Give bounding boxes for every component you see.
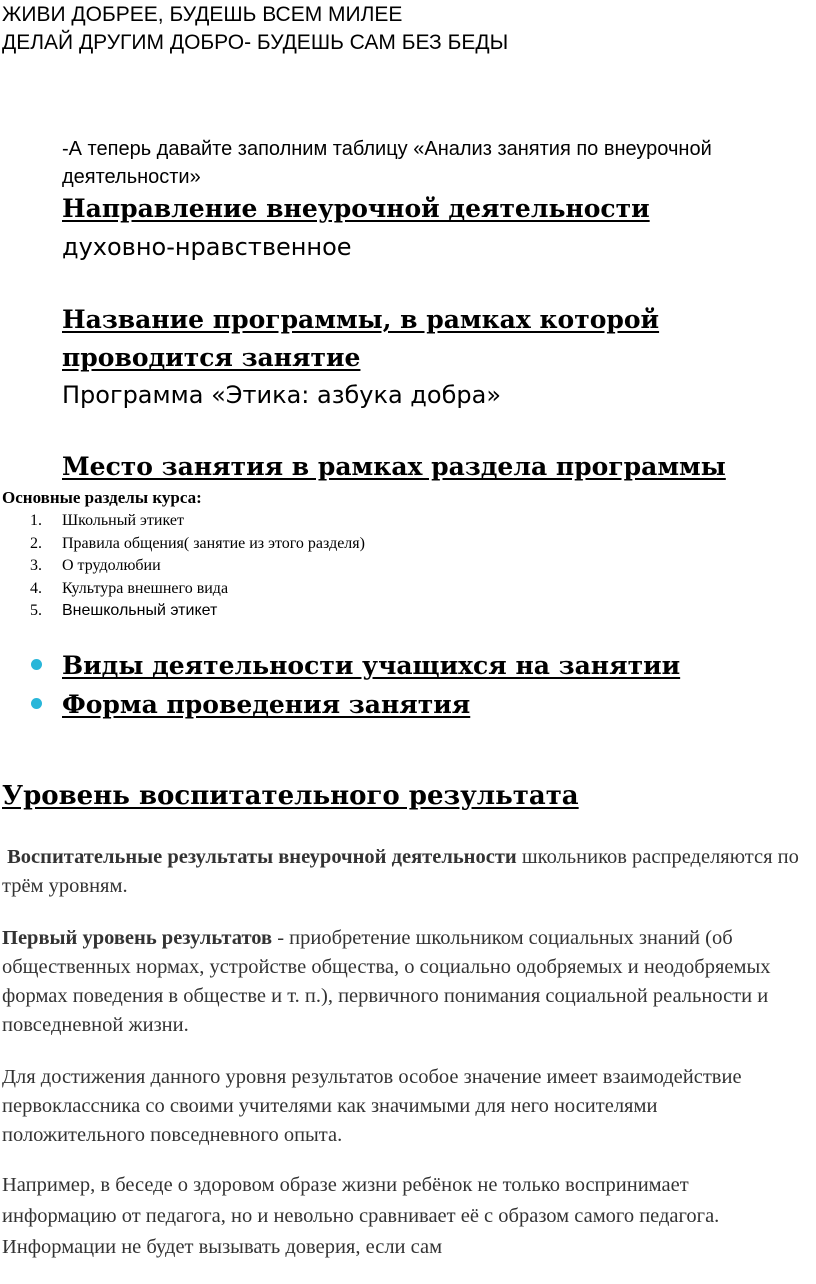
paragraph-2	[2, 924, 802, 1040]
direction-value: духовно-нравственное	[62, 233, 352, 261]
list-text: Школьный этикет	[62, 512, 184, 529]
sections-list	[0, 510, 365, 623]
list-item	[30, 510, 365, 533]
sections-title: Основные разделы курса:	[2, 488, 202, 507]
paragraph-2-bold: Первый уровень результатов	[2, 927, 273, 949]
motto-line-2: ДЕЛАЙ ДРУГИМ ДОБРО- БУДЕШЬ САМ БЕЗ БЕДЫ	[2, 31, 509, 54]
paragraph-1-text: школьников распределяются по трём уровням.	[2, 846, 799, 897]
list-text: Внешкольный этикет	[62, 602, 218, 619]
list-number: 4.	[30, 579, 42, 597]
list-item	[30, 533, 365, 556]
list-text: Правила общения( занятие из этого разделя)	[62, 534, 365, 552]
place-heading: Место занятия в рамках раздела программы	[62, 452, 726, 481]
bullet-text: Форма проведения занятия	[62, 690, 471, 719]
bullet-item	[0, 646, 680, 685]
paragraph-4: Например, в беседе о здоровом образе жизни ребёнок не только воспринимает информацию от педагога, но и невольно сравнивает её с образом самого педагога. Информации не будет вызывать доверия, если сам	[2, 1174, 720, 1258]
motto-line-1: ЖИВИ ДОБРЕЕ, БУДЕШЬ ВСЕМ МИЛЕЕ	[2, 3, 403, 26]
list-number: 2.	[30, 534, 42, 552]
bullet-dot-icon	[31, 698, 42, 709]
bullet-dot-icon	[31, 659, 42, 670]
paragraph-1	[2, 843, 802, 901]
result-heading: Уровень воспитательного результата	[2, 781, 579, 811]
list-text: О трудолюбии	[62, 557, 161, 574]
list-item	[30, 600, 365, 623]
list-number: 3.	[30, 557, 42, 574]
program-heading-line-1: Название программы, в рамках которой	[62, 305, 660, 334]
list-text: Культура внешнего вида	[62, 579, 229, 597]
list-item	[30, 555, 365, 578]
paragraph-3: Для достижения данного уровня результатов особое значение имеет взаимодействие первоклассника со своими учителями как значимыми для него носителями положительного повседневного опыта.	[2, 1066, 742, 1146]
intro-line-1: -А теперь давайте заполним таблицу «Анализ занятия по внеурочной	[62, 138, 712, 160]
list-item	[30, 578, 365, 601]
bullet-text: Виды деятельности учащихся на занятии	[62, 651, 681, 680]
list-number: 5.	[30, 602, 42, 619]
paragraph-2-text: - приобретение школьником социальных знаний (об общественных нормах, устройстве общества, о социально одобряемых и неодобряемых формах поведения в обществе и т. п.), первичного понимания социальной реальности и повседневной жизни.	[2, 927, 771, 1036]
direction-heading: Направление внеурочной деятельности	[62, 194, 650, 223]
program-heading-line-2: проводится занятие	[62, 343, 361, 372]
list-number: 1.	[30, 512, 42, 529]
bullet-item	[0, 685, 680, 724]
program-value: Программа «Этика: азбука добра»	[62, 381, 502, 409]
intro-line-2: деятельности»	[62, 166, 201, 188]
bullet-list	[0, 646, 680, 724]
paragraph-1-bold: Воспитательные результаты внеурочной деятельности	[7, 846, 517, 868]
